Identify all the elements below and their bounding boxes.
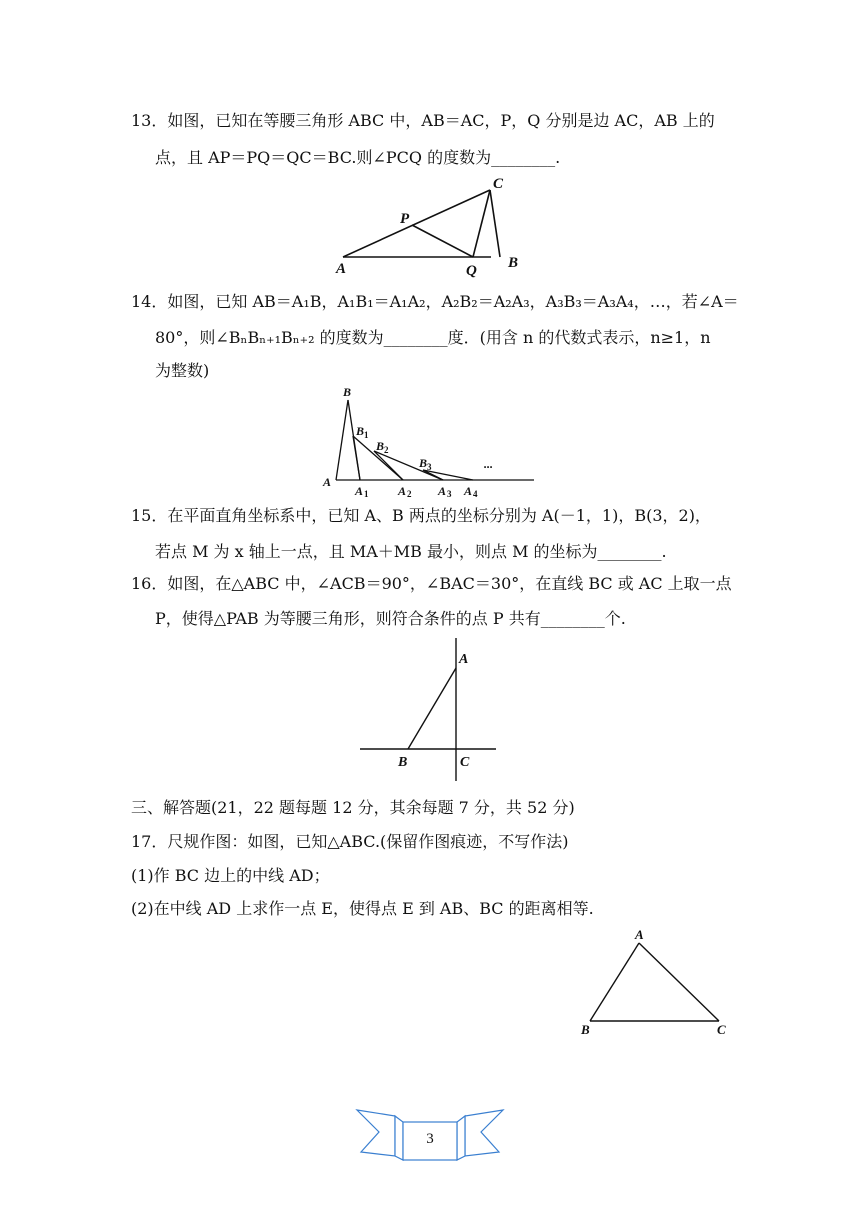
label-A: A <box>459 652 469 667</box>
label-P: P <box>400 211 410 227</box>
label-B: B <box>343 385 352 399</box>
label-A4: A <box>464 484 473 498</box>
q16-figure <box>356 636 500 782</box>
q16-line-2: P，使得△PAB 为等腰三角形，则符合条件的点 P 共有________个. <box>155 609 626 628</box>
label-A2: A <box>398 484 407 498</box>
subscript-1: 1 <box>364 430 369 440</box>
q17-line-3: (2)在中线 AD 上求作一点 E，使得点 E 到 AB、BC 的距离相等. <box>131 899 594 918</box>
label-B1: B <box>356 424 365 438</box>
q13-line-2: 点，且 AP＝PQ＝QC＝BC.则∠PCQ 的度数为________. <box>155 148 561 167</box>
label-B: B <box>508 255 519 271</box>
label-B3: B <box>419 456 428 470</box>
q14-line-2: 80°，则∠BₙBₙ₊₁Bₙ₊₂ 的度数为________度．(用含 n 的代数式表示，n≥1，n <box>155 328 711 347</box>
q15-line-1: 15．在平面直角坐标系中，已知 A、B 两点的坐标分别为 A(－1，1)，B(3，2)， <box>131 506 711 525</box>
label-C: C <box>717 1022 726 1037</box>
label-C: C <box>493 176 504 192</box>
label-A1: A <box>355 484 364 498</box>
label-A3: A <box>438 484 447 498</box>
q17-line-1: 17．尺规作图：如图，已知△ABC.(保留作图痕迹，不写作法) <box>131 832 569 851</box>
subscript-3: 3 <box>427 462 432 472</box>
subscript-2: 2 <box>384 445 389 455</box>
page-number: 3 <box>426 1131 434 1147</box>
label-B2: B <box>376 439 385 453</box>
q14-figure <box>318 384 540 500</box>
q13-figure <box>330 172 530 278</box>
label-C: C <box>460 755 470 770</box>
label-B: B <box>581 1022 590 1037</box>
section-heading: 三、解答题(21，22 题每题 12 分，其余每题 7 分，共 52 分) <box>131 798 575 817</box>
label-A: A <box>336 261 347 277</box>
subscript-a1: 1 <box>364 489 369 499</box>
label-A: A <box>323 475 332 489</box>
subscript-a2: 2 <box>407 489 412 499</box>
q15-line-2: 若点 M 为 x 轴上一点，且 MA＋MB 最小，则点 M 的坐标为________. <box>155 542 667 561</box>
label-A: A <box>635 927 644 942</box>
q16-line-1: 16．如图，在△ABC 中，∠ACB＝90°，∠BAC＝30°，在直线 BC 或 AC 上取一点 <box>131 574 732 593</box>
q17-line-2: (1)作 BC 边上的中线 AD； <box>131 866 330 885</box>
label-B: B <box>398 755 408 770</box>
dots: ... <box>484 457 493 471</box>
q17-figure <box>572 924 737 1038</box>
subscript-a3: 3 <box>447 489 452 499</box>
subscript-a4: 4 <box>473 489 478 499</box>
label-Q: Q <box>466 263 477 278</box>
q14-line-3: 为整数) <box>155 361 210 380</box>
q13-line-1: 13．如图，已知在等腰三角形 ABC 中，AB＝AC，P，Q 分别是边 AC，AB 上的 <box>131 111 715 130</box>
q14-line-1: 14．如图，已知 AB＝A₁B，A₁B₁＝A₁A₂，A₂B₂＝A₂A₃，A₃B₃＝A₃A₄，…，若∠A＝ <box>131 292 739 311</box>
